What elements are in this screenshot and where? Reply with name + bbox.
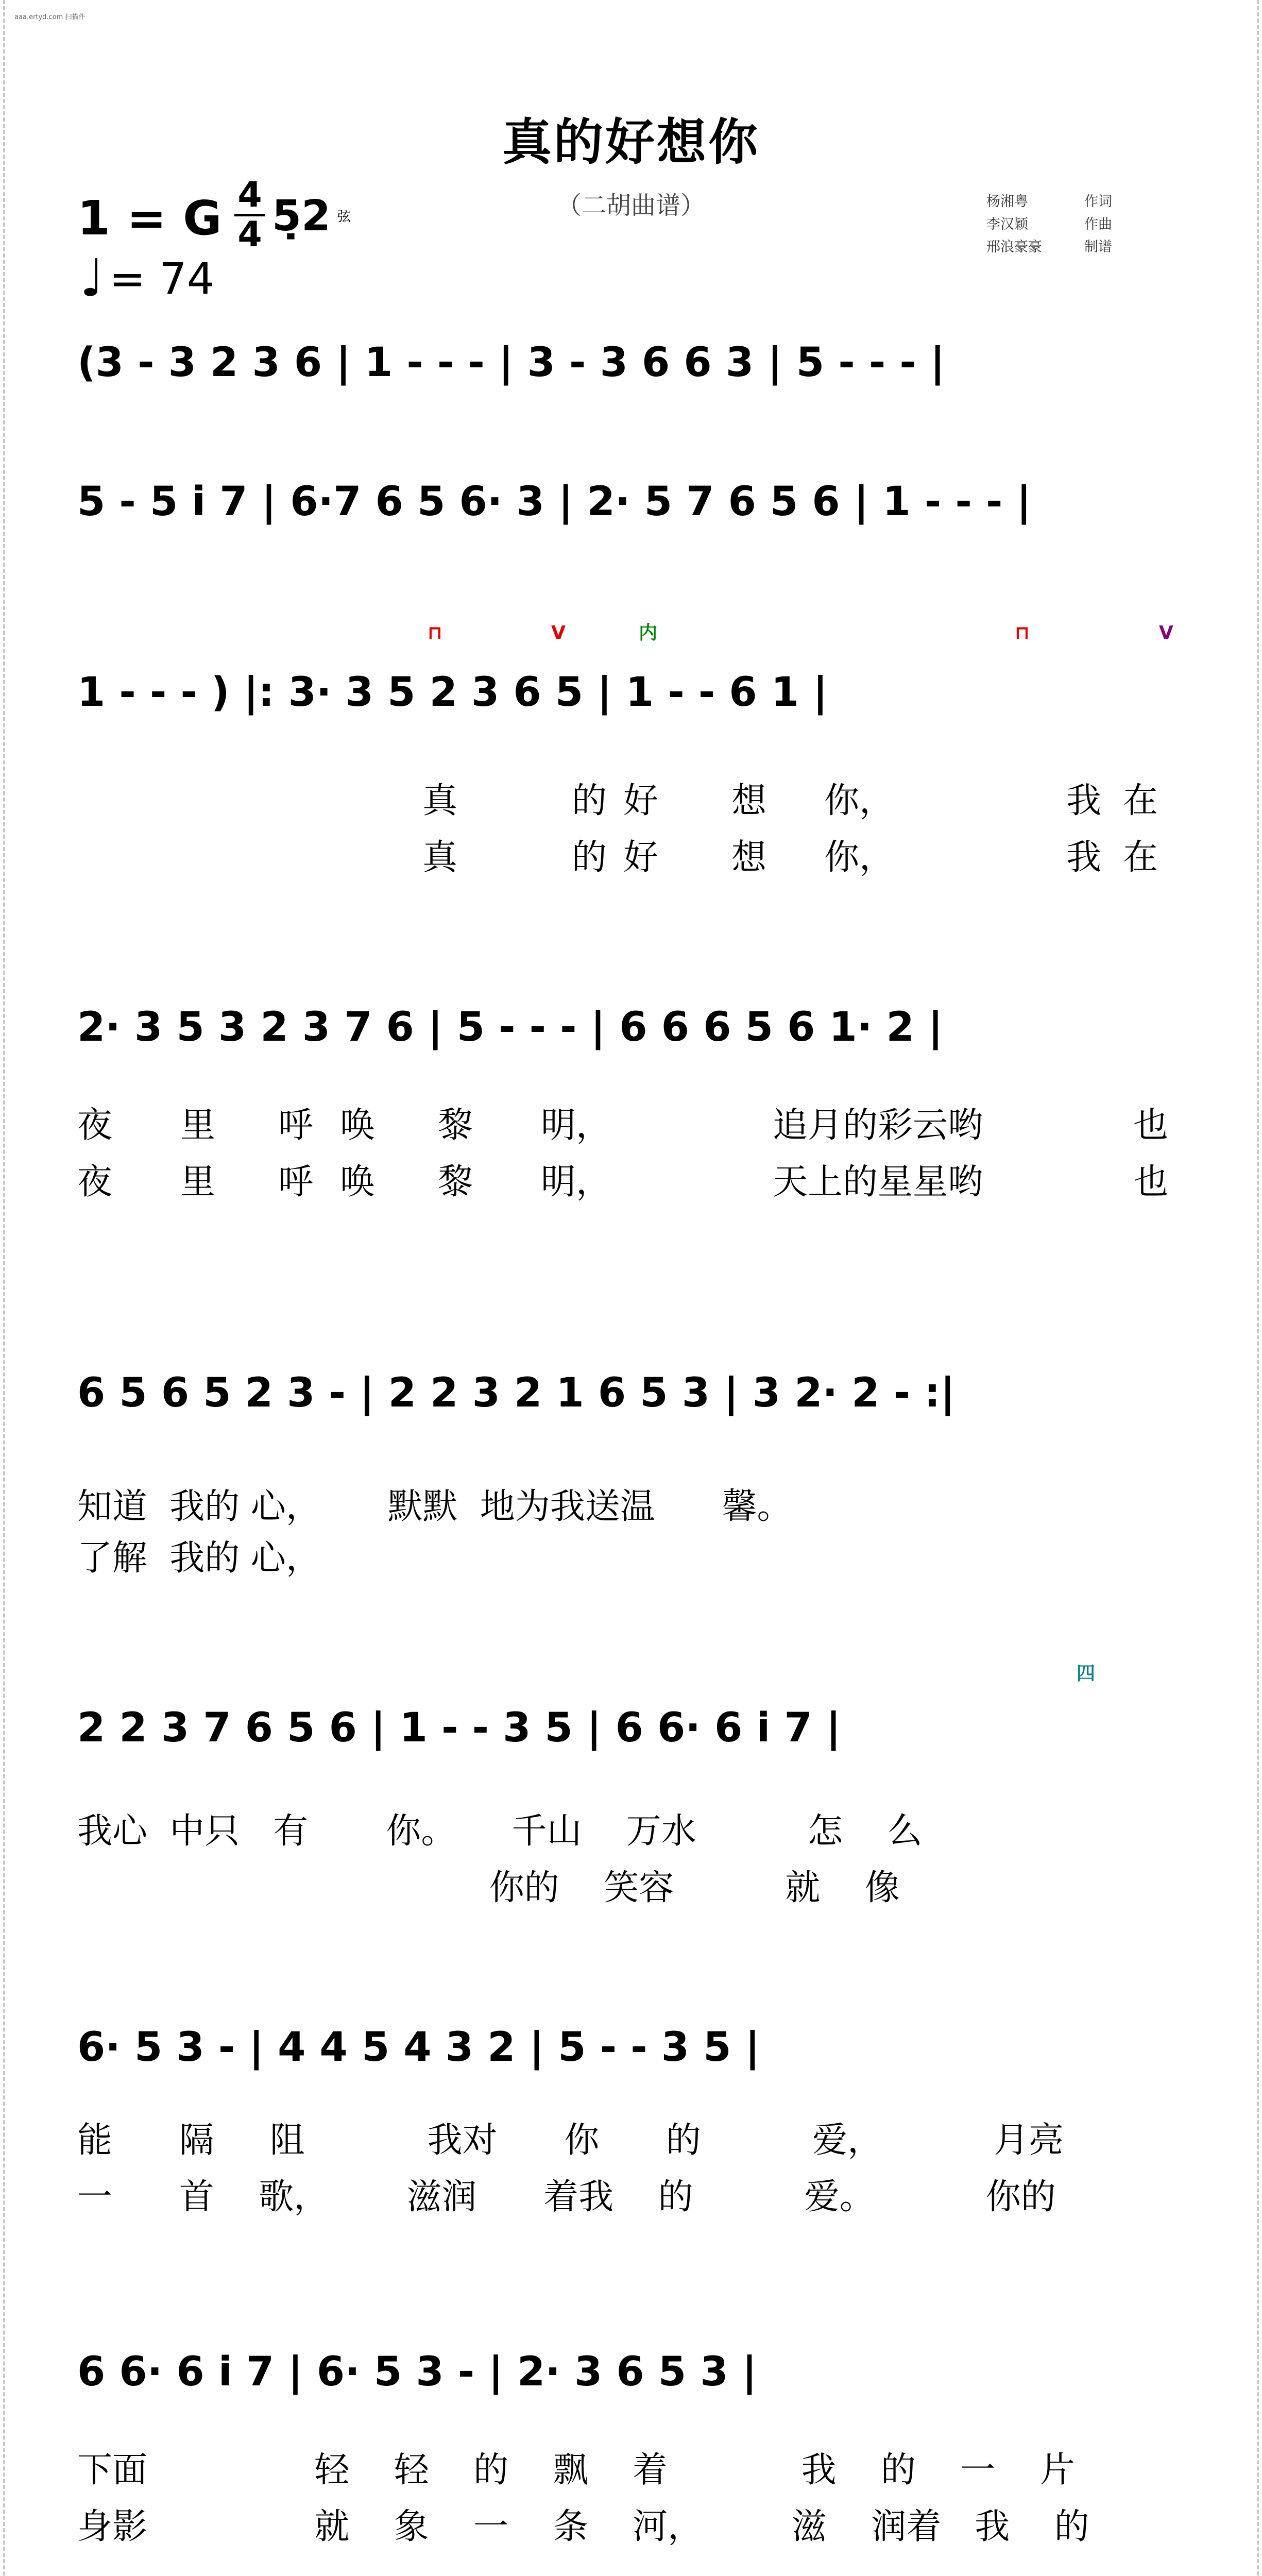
lyric-row-4a: [77, 1097, 1185, 1146]
staff-row-1-drawing: [77, 335, 1185, 397]
lyric-row-4b: [77, 1154, 1185, 1202]
fourth-finger-mark: 四: [1077, 1663, 1096, 1684]
credit-transcriber: [986, 236, 1112, 259]
lyric-syllable: 你，: [824, 781, 895, 821]
lyric-row-5b: [77, 1530, 1185, 1579]
lyric-row-3a: [77, 773, 1185, 821]
lyric-row-8a: [77, 2442, 1185, 2490]
lyric-line: 下面 轻 轻 的 飘 着 我 的 一 片: [77, 2450, 1075, 2490]
lyric-syllable: 好: [623, 837, 659, 878]
lyric-row-6b: [77, 1860, 1185, 1908]
staff-row-7-drawing: [77, 2020, 1185, 2081]
lyric-syllable: 真: [422, 837, 458, 878]
lyric-syllable: 夜: [77, 1105, 113, 1146]
lyric-line: 一 首 歌， 滋润 着我 的 爱。 你的: [77, 2177, 1056, 2217]
lyric-line: 你的 笑容 就 像: [77, 1868, 900, 1908]
staff-row-4-notes: 2· 3 5 3 2 3 7 6 | 5 - - - | 6 6 6 5 6 1· 2 |: [77, 1004, 943, 1050]
lyric-syllable: 夜: [77, 1162, 113, 1202]
lyric-syllable: 也: [1133, 1162, 1169, 1202]
credit-lyricist: [986, 191, 1112, 213]
credit-role: 制谱: [1084, 239, 1112, 255]
staff-row-1: [77, 335, 1185, 386]
bow-down-mark: ⊓: [1015, 622, 1030, 643]
header-watermark-text: aaa.ertyd.com 扫描件: [14, 13, 86, 21]
score-subtitle: （二胡曲谱）: [556, 191, 705, 220]
lyric-syllable: 的: [572, 837, 607, 878]
credit-name: 邢浪豪豪: [986, 239, 1042, 255]
lyric-row-7b: [77, 2169, 1185, 2217]
staff-row-3-notes: 1 - - - ) |: 3· 3 5 2 3 6 5 | 1 - - 6 1 |: [77, 669, 828, 716]
bow-down-mark: ⊓: [428, 622, 442, 643]
credit-name: 李汉颖: [986, 216, 1028, 232]
lyric-row-3b: [77, 829, 1185, 878]
right-page-edge: [1257, 0, 1259, 2576]
staff-row-7-notes: 6· 5 3 - | 4 4 5 4 3 2 | 5 - - 3 5 |: [77, 2024, 760, 2071]
credit-composer: [986, 213, 1112, 236]
lyric-syllable: 也: [1133, 1105, 1169, 1146]
left-page-edge: [3, 0, 5, 2576]
staff-row-8-drawing: [77, 2344, 1185, 2406]
lyric-syllable: 我: [1066, 781, 1102, 821]
string-tuning: 5̣2: [272, 192, 331, 241]
lyric-syllable: 真: [422, 781, 458, 821]
staff-row-2: [77, 474, 1185, 526]
lyric-line: 身影 就 象 一 条 河， 滋 润着 我 的: [77, 2506, 1089, 2547]
bow-up-mark: V: [1159, 622, 1173, 643]
credits-block: [986, 191, 1112, 259]
lyric-syllable: 的: [572, 781, 607, 821]
time-signature-numerator: 4: [237, 175, 262, 215]
lyric-syllable: 想: [731, 781, 767, 821]
bow-up-mark: V: [551, 622, 566, 643]
staff-row-6: [77, 1700, 1185, 1752]
lyric-syllable: 呼: [278, 1162, 314, 1202]
key-signature: 1 = G: [77, 191, 222, 246]
staff-row-5-notes: 6 5 6 5 2 3 - | 2 2 3 2 1 6 5 3 | 3 2· 2 - :|: [77, 1370, 955, 1416]
staff-row-8-notes: 6 6· 6 i 7 | 6· 5 3 - | 2· 3 6 5 3 |: [77, 2349, 757, 2395]
lyric-syllable: 你，: [824, 837, 895, 878]
credit-role: 作词: [1084, 194, 1112, 210]
lyric-syllable: 唤: [340, 1105, 376, 1146]
lyric-syllable: 明，: [541, 1162, 611, 1202]
lyric-syllable: 好: [623, 781, 659, 821]
lyric-row-7a: [77, 2112, 1185, 2161]
lyric-row-6a: [77, 1803, 1185, 1852]
lyric-syllable: 呼: [278, 1105, 314, 1146]
lyric-syllable: 我: [1066, 837, 1102, 878]
lyric-syllable: 在: [1123, 781, 1158, 821]
inner-string-mark: 内: [639, 622, 658, 643]
staff-row-5: [77, 1365, 1185, 1417]
tempo-marking: [80, 248, 215, 308]
staff-row-4: [77, 999, 1185, 1051]
lyric-syllable: 里: [180, 1105, 216, 1146]
staff-row-1-notes: (3 - 3 2 3 6 | 1 - - - | 3 - 3 6 6 3 | 5 - - - |: [77, 340, 945, 386]
string-tuning-note: 弦: [337, 209, 351, 225]
staff-row-6-drawing: [77, 1700, 1185, 1762]
staff-row-2-drawing: [77, 474, 1185, 536]
credit-role: 作曲: [1084, 216, 1112, 232]
row-6-markings: [77, 1649, 1185, 1695]
lyric-line: 知道 我的 心， 默默 地为我送温 馨。: [77, 1486, 792, 1527]
lyric-syllable: 唤: [340, 1162, 376, 1202]
lyric-syllable: 想: [731, 837, 767, 878]
staff-row-5-drawing: [77, 1365, 1185, 1427]
lyric-line: 了解 我的 心，: [77, 1538, 321, 1579]
staff-row-7: [77, 2020, 1185, 2071]
tempo-value: = 74: [109, 253, 215, 304]
lyric-syllable: 明，: [541, 1105, 611, 1146]
lyric-syllable: 黎: [438, 1162, 473, 1202]
staff-row-3: [77, 665, 1185, 716]
quarter-note-icon: ♩: [80, 248, 105, 308]
staff-row-3-drawing: [77, 665, 1185, 726]
lyric-row-5a: [77, 1479, 1185, 1527]
lyric-line: 能 隔 阻 我对 你 的 爱， 月亮: [77, 2120, 1064, 2161]
time-signature-denominator: 4: [237, 214, 262, 255]
lyric-syllable: 天上的星星哟: [773, 1162, 983, 1202]
lyric-syllable: 黎: [438, 1105, 473, 1146]
lyric-syllable: 里: [180, 1162, 216, 1202]
staff-row-2-notes: 5 - 5 i 7 | 6·7 6 5 6· 3 | 2· 5 7 6 5 6 | 1 - - - |: [77, 479, 1032, 525]
lyric-line: 我心 中只 有 你。 千山 万水 怎 么: [77, 1811, 923, 1852]
staff-row-8: [77, 2344, 1185, 2396]
credit-name: 杨湘粤: [986, 194, 1028, 210]
row-3-markings: [77, 608, 1185, 654]
lyric-syllable: 在: [1123, 837, 1158, 878]
lyric-row-8b: [77, 2499, 1185, 2547]
time-signature: [234, 175, 265, 255]
score-title: 真的好想你: [502, 113, 760, 171]
staff-row-4-drawing: [77, 999, 1185, 1061]
staff-row-6-notes: 2 2 3 7 6 5 6 | 1 - - 3 5 | 6 6· 6 i 7 |: [77, 1705, 841, 1751]
lyric-syllable: 追月的彩云哟: [773, 1105, 983, 1146]
